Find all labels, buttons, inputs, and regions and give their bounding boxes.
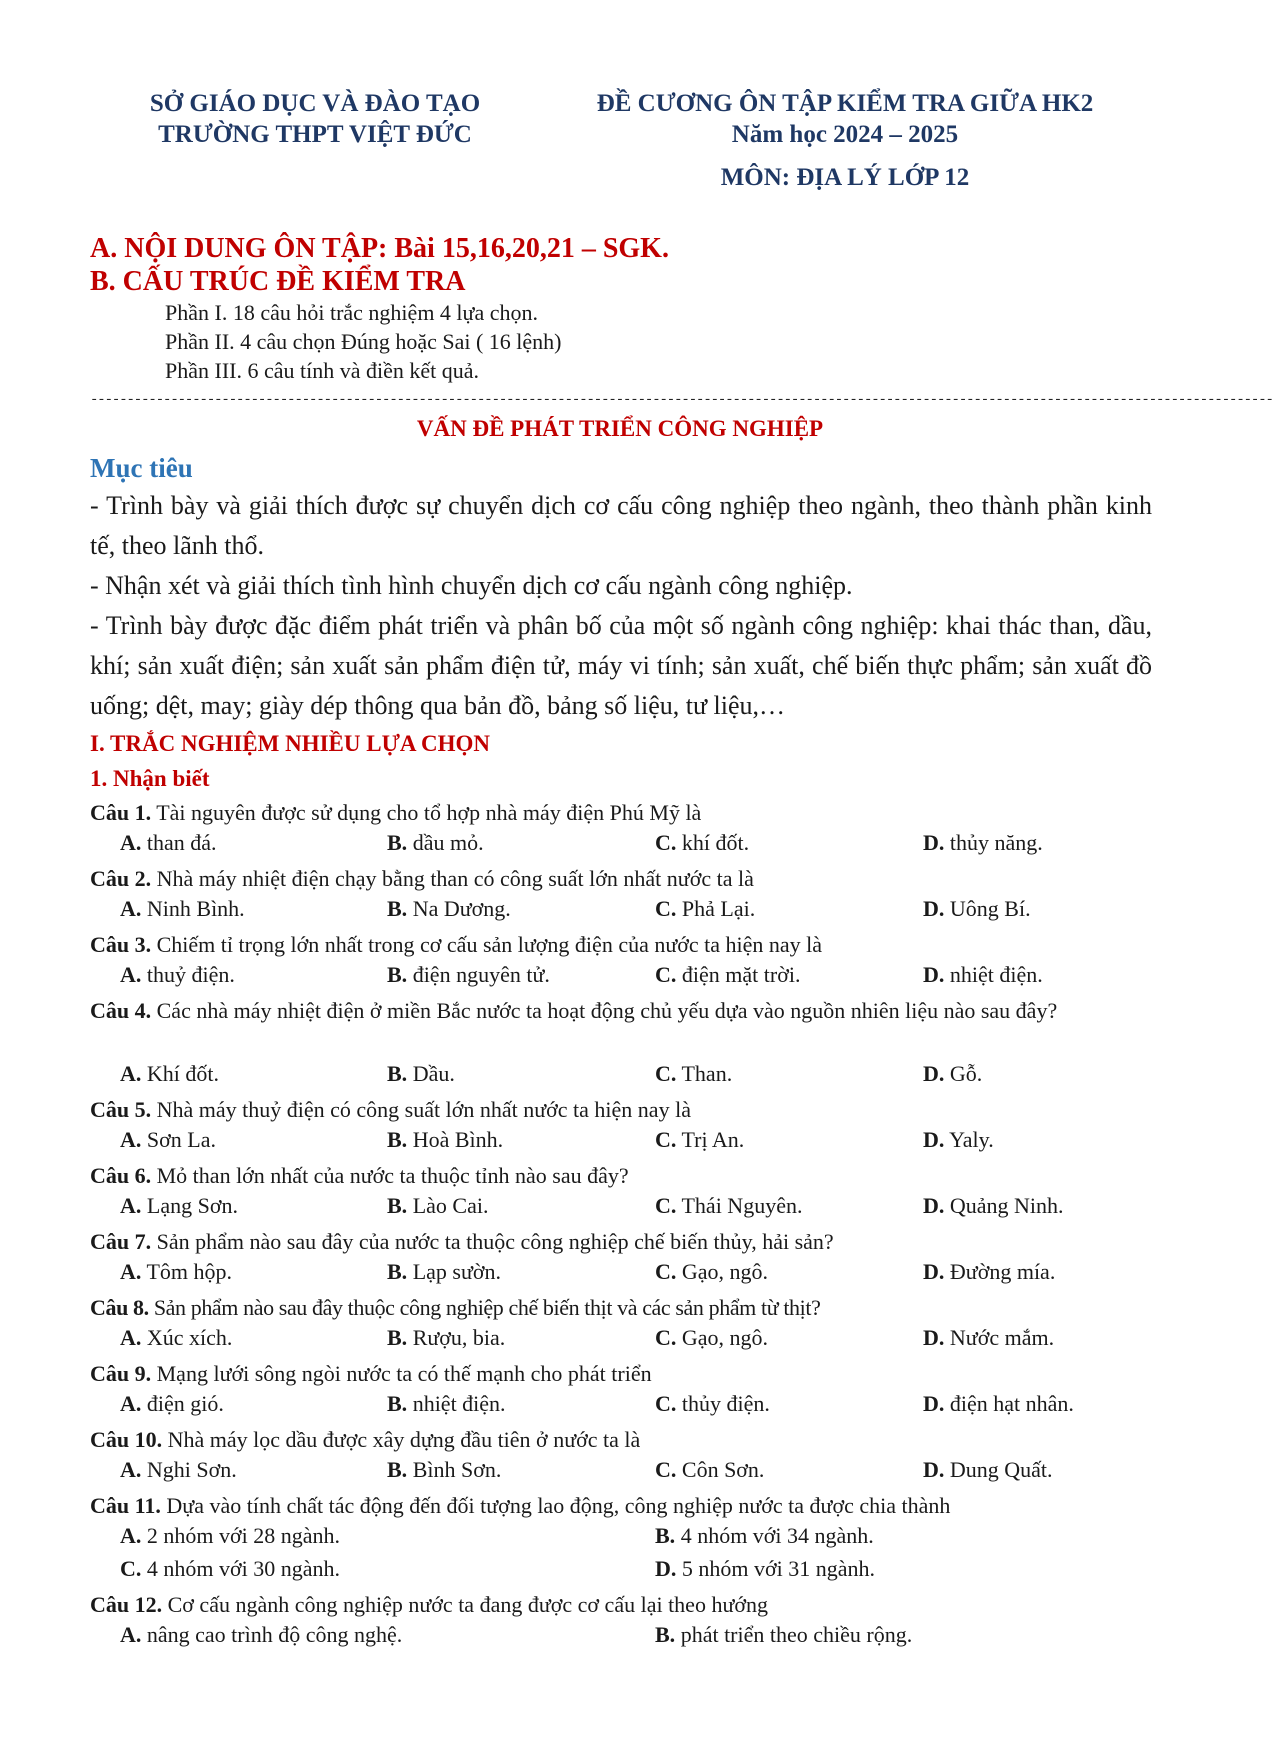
question-text: Sản phẩm nào sau đây của nước ta thuộc công nghiệp chế biến thủy, hải sản? <box>151 1229 834 1254</box>
question-number: Câu 8. <box>90 1295 149 1320</box>
question-text: Chiếm tỉ trọng lớn nhất trong cơ cấu sản lượng điện của nước ta hiện nay là <box>151 932 823 957</box>
document-title: ĐỀ CƯƠNG ÔN TẬP KIỂM TRA GIỮA HK2 <box>596 90 1094 117</box>
option-b: B. Lào Cai. <box>387 1193 489 1218</box>
question-3 <box>90 929 1152 961</box>
question-number: Câu 11. <box>90 1493 161 1518</box>
question-4 <box>90 995 1152 1027</box>
option-a: A. điện gió. <box>120 1391 224 1416</box>
option-d: D. Đường mía. <box>923 1259 1056 1284</box>
option-c: C. Phả Lại. <box>655 896 756 921</box>
option-d: D. Quảng Ninh. <box>923 1193 1064 1218</box>
option-a: A. Nghi Sơn. <box>120 1457 237 1482</box>
option-d: D. 5 nhóm với 31 ngành. <box>655 1556 876 1581</box>
option-b: B. Lạp sườn. <box>387 1259 502 1284</box>
option-b: B. Na Dương. <box>387 896 511 921</box>
question-number: Câu 9. <box>90 1361 152 1386</box>
question-9 <box>90 1358 1152 1390</box>
option-a: A. Tôm hộp. <box>120 1259 233 1284</box>
option-b: B. điện nguyên tử. <box>387 962 550 987</box>
option-d: D. thủy năng. <box>923 830 1043 855</box>
option-d: D. Dung Quất. <box>923 1457 1053 1482</box>
question-number: Câu 1. <box>90 800 152 825</box>
option-c: C. khí đốt. <box>655 830 750 855</box>
question-text: Nhà máy thuỷ điện có công suất lớn nhất nước ta hiện nay là <box>151 1097 691 1122</box>
exam-part-1: Phần I. 18 câu hỏi trắc nghiệm 4 lựa chọn. <box>165 300 538 325</box>
section-1-heading: I. TRẮC NGHIỆM NHIỀU LỰA CHỌN <box>90 731 490 756</box>
option-a: A. thuỷ điện. <box>120 962 235 987</box>
question-number: Câu 7. <box>90 1229 152 1254</box>
school-name: TRƯỜNG THPT VIỆT ĐỨC <box>158 121 472 148</box>
objective-2: - Nhận xét và giải thích tình hình chuyển dịch cơ cấu ngành công nghiệp. <box>90 571 853 600</box>
option-c: C. Gạo, ngô. <box>655 1259 769 1284</box>
question-number: Câu 4. <box>90 998 152 1023</box>
option-a: A. nâng cao trình độ công nghệ. <box>120 1622 403 1647</box>
option-a: A. 2 nhóm với 28 ngành. <box>120 1523 341 1548</box>
option-b: B. Dầu. <box>387 1061 455 1086</box>
school-year: Năm học 2024 – 2025 <box>731 121 959 148</box>
option-c: C. Trị An. <box>655 1127 745 1152</box>
option-c: C. 4 nhóm với 30 ngành. <box>120 1556 341 1581</box>
option-c: C. Gạo, ngô. <box>655 1325 769 1350</box>
question-number: Câu 6. <box>90 1163 152 1188</box>
option-a: A. Khí đốt. <box>120 1061 220 1086</box>
department-name: SỞ GIÁO DỤC VÀ ĐÀO TẠO <box>149 90 481 117</box>
option-d: D. Nước mắm. <box>923 1325 1055 1350</box>
question-text: Nhà máy lọc dầu được xây dựng đầu tiên ở nước ta là <box>162 1427 641 1452</box>
question-number: Câu 3. <box>90 932 152 957</box>
question-text: Nhà máy nhiệt điện chạy bằng than có công suất lớn nhất nước ta là <box>151 866 754 891</box>
question-number: Câu 12. <box>90 1592 163 1617</box>
option-b: B. phát triển theo chiều rộng. <box>655 1622 913 1647</box>
topic-title: VẤN ĐỀ PHÁT TRIỂN CÔNG NGHIỆP <box>416 416 824 441</box>
question-text: Sản phẩm nào sau đây thuộc công nghiệp chế biến thịt và các sản phẩm từ thịt? <box>148 1295 821 1320</box>
option-d: D. Gỗ. <box>923 1061 983 1086</box>
option-c: C. điện mặt trời. <box>655 962 801 987</box>
question-1 <box>90 797 1152 829</box>
option-d: D. điện hạt nhân. <box>923 1391 1074 1416</box>
question-10 <box>90 1424 1152 1456</box>
option-d: D. Uông Bí. <box>923 896 1031 921</box>
section-b-heading: B. CẤU TRÚC ĐỀ KIỂM TRA <box>90 266 466 297</box>
question-text: Mỏ than lớn nhất của nước ta thuộc tỉnh nào sau đây? <box>151 1163 629 1188</box>
question-5 <box>90 1094 1152 1126</box>
option-c: C. Thái Nguyên. <box>655 1193 803 1218</box>
question-11 <box>90 1490 1152 1522</box>
option-b: B. Rượu, bia. <box>387 1325 506 1350</box>
option-b: B. Hoà Bình. <box>387 1127 504 1152</box>
option-a: A. Sơn La. <box>120 1127 216 1152</box>
option-a: A. Lạng Sơn. <box>120 1193 238 1218</box>
subsection-heading: 1. Nhận biết <box>90 766 210 791</box>
exam-part-3: Phần III. 6 câu tính và điền kết quả. <box>165 358 480 383</box>
question-text: Tài nguyên được sử dụng cho tổ hợp nhà máy điện Phú Mỹ là <box>151 800 702 825</box>
option-b: B. Bình Sơn. <box>387 1457 502 1482</box>
objective-1: - Trình bày và giải thích được sự chuyển dịch cơ cấu công nghiệp theo ngành, theo thành phần kinh tế, theo lãnh thổ. <box>90 491 1152 560</box>
question-number: Câu 2. <box>90 866 152 891</box>
question-text: Mạng lưới sông ngòi nước ta có thế mạnh cho phát triển <box>151 1361 652 1386</box>
question-number: Câu 10. <box>90 1427 163 1452</box>
objective-3: - Trình bày được đặc điểm phát triển và phân bố của một số ngành công nghiệp: khai thác than, dầu, khí; sản xuất điện; sản xuất sản phẩm điện tử, máy vi tính; sản xuất, chế biến thực phẩm; sản xuất đồ uống; dệt, may; giày dép thông qua bản đồ, bảng số liệu, tư liệu,… <box>90 611 1152 720</box>
subject-title: MÔN: ĐỊA LÝ LỚP 12 <box>720 164 970 191</box>
question-text: Cơ cấu ngành công nghiệp nước ta đang được cơ cấu lại theo hướng <box>162 1592 769 1617</box>
option-d: D. Yaly. <box>923 1127 994 1152</box>
question-2 <box>90 863 1152 895</box>
option-a: A. Ninh Bình. <box>120 896 245 921</box>
option-b: B. dầu mỏ. <box>387 830 484 855</box>
option-c: C. thủy điện. <box>655 1391 770 1416</box>
question-6 <box>90 1160 1152 1192</box>
question-number: Câu 5. <box>90 1097 152 1122</box>
question-text: Các nhà máy nhiệt điện ở miền Bắc nước ta hoạt động chủ yếu dựa vào nguồn nhiên liệu nào sau đây? <box>151 998 1058 1023</box>
option-c: C. Côn Sơn. <box>655 1457 765 1482</box>
question-12 <box>90 1589 1152 1621</box>
question-7 <box>90 1226 1152 1258</box>
question-8 <box>90 1292 1152 1324</box>
option-a: A. Xúc xích. <box>120 1325 233 1350</box>
divider-line: ------------------------------------------------------------------------------------------------------------------------------------------------------------------ <box>90 392 1273 408</box>
section-a-heading: A. NỘI DUNG ÔN TẬP: Bài 15,16,20,21 – SGK. <box>90 233 669 264</box>
question-text: Dựa vào tính chất tác động đến đối tượng lao động, công nghiệp nước ta được chia thành <box>160 1493 951 1518</box>
option-d: D. nhiệt điện. <box>923 962 1043 987</box>
objectives-heading: Mục tiêu <box>90 453 193 483</box>
option-c: C. Than. <box>655 1061 733 1086</box>
exam-part-2: Phần II. 4 câu chọn Đúng hoặc Sai ( 16 lệnh) <box>165 329 562 354</box>
option-b: B. nhiệt điện. <box>387 1391 506 1416</box>
option-b: B. 4 nhóm với 34 ngành. <box>655 1523 874 1548</box>
option-a: A. than đá. <box>120 830 217 855</box>
